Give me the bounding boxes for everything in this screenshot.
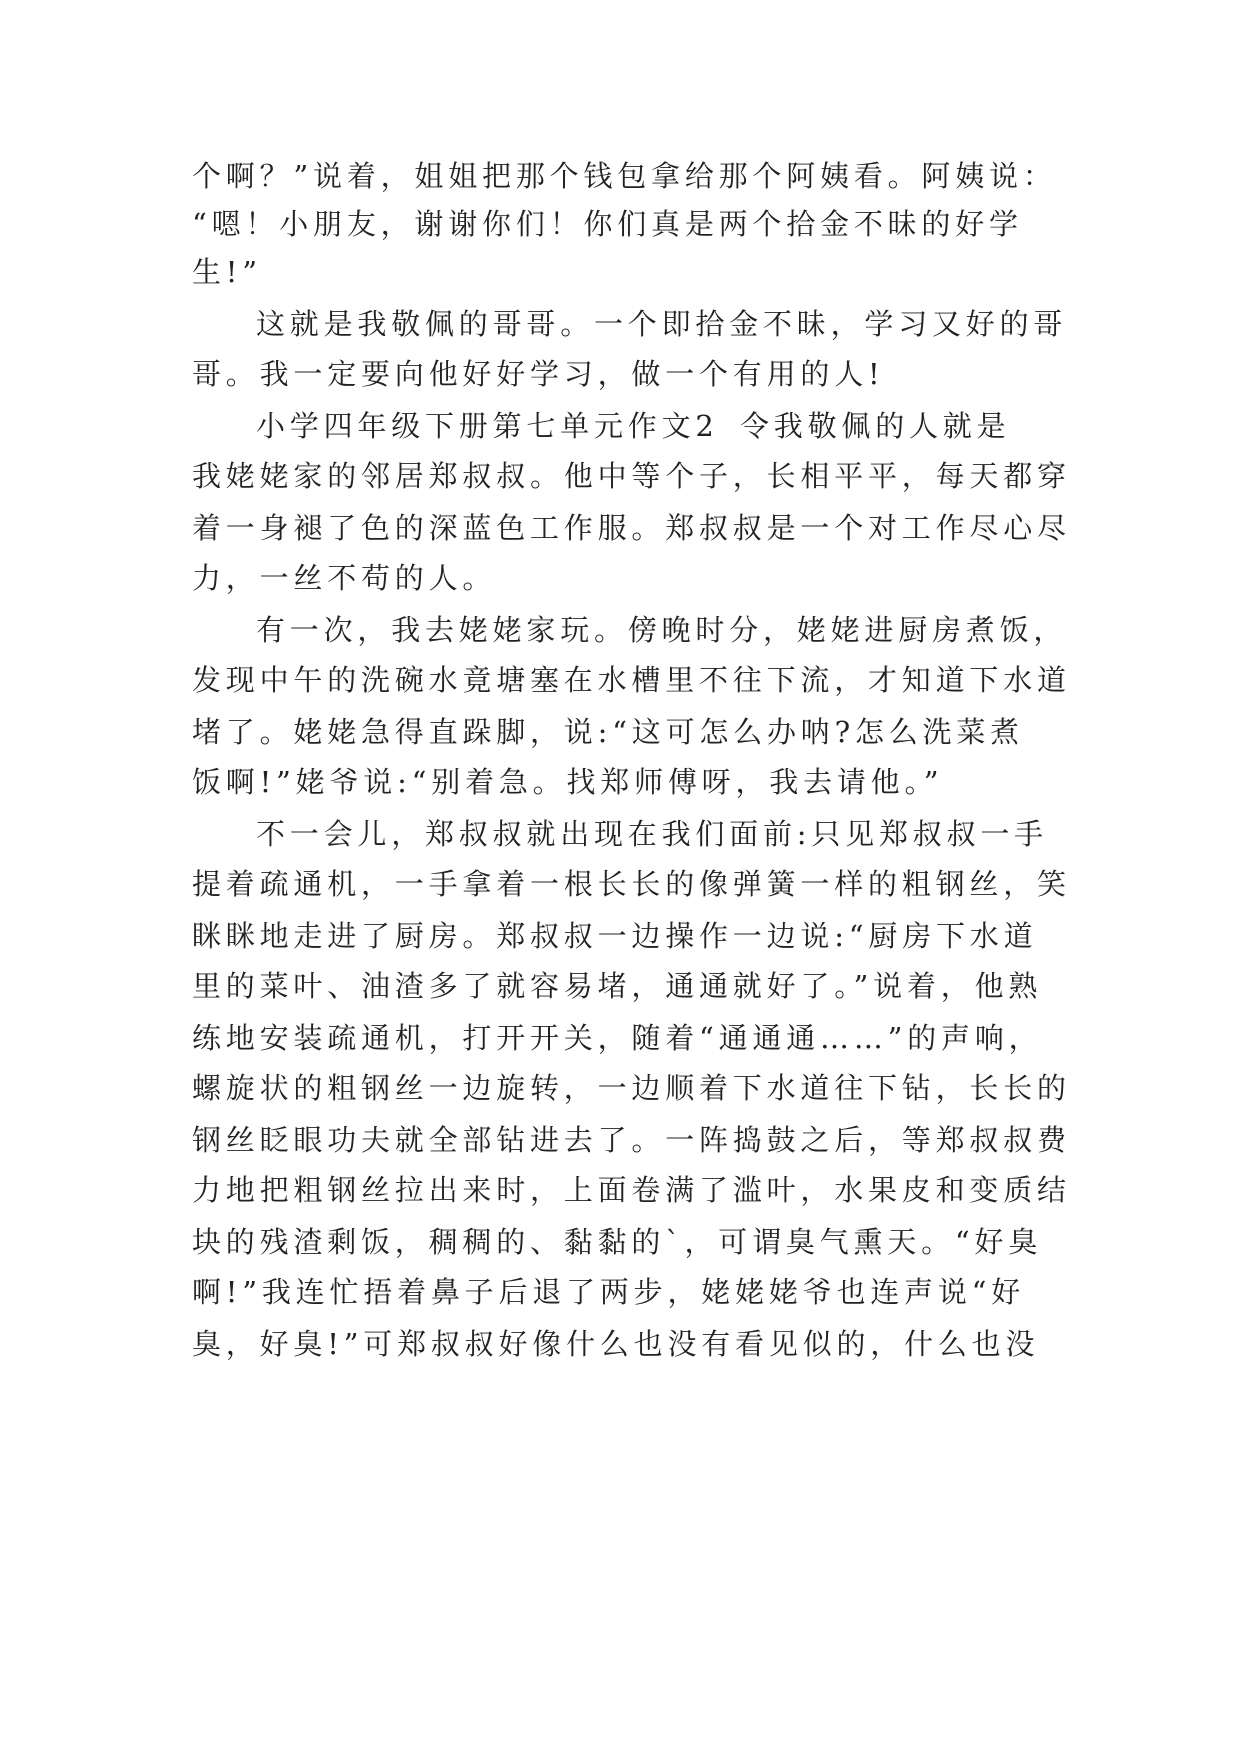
text-line: 令我敬佩的人就是 <box>740 409 1011 443</box>
text-line: 我姥姥家的邻居郑叔叔。他中等个子，长相平平，每天都穿 <box>192 459 1071 493</box>
text-line: 堵了。姥姥急得直跺脚，说:“这可怎么办呐?怎么洗菜煮 <box>192 715 1024 749</box>
text-line: 哥。我一定要向他好好学习，做一个有用的人! <box>192 357 885 391</box>
text-line: 啊!”我连忙捂着鼻子后退了两步，姥姥姥爷也连声说“好 <box>192 1275 1026 1309</box>
paragraph-first-line: 不一会儿，郑叔叔就出现在我们面前:只见郑叔叔一手 <box>256 817 1048 851</box>
text-line: 个啊？”说着，姐姐把那个钱包拿给那个阿姨看。阿姨说： <box>192 159 1057 193</box>
text-line: 饭啊!”姥爷说:“别着急。找郑师傅呀，我去请他。” <box>192 765 944 799</box>
text-line: 臭，好臭!”可郑叔叔好像什么也没有看见似的，什么也没 <box>192 1327 1040 1361</box>
text-line: 里的菜叶、油渣多了就容易堵，通通就好了。”说着，他熟 <box>192 969 1043 1003</box>
text-line: 着一身褪了色的深蓝色工作服。郑叔叔是一个对工作尽心尽 <box>192 511 1071 545</box>
text-line: 练地安装疏通机，打开开关，随着“通通通……”的声响， <box>192 1021 1043 1055</box>
text-line: 螺旋状的粗钢丝一边旋转，一边顺着下水道往下钻，长长的 <box>192 1071 1071 1105</box>
text-line: 提着疏通机，一手拿着一根长长的像弹簧一样的粗钢丝，笑 <box>192 867 1071 901</box>
text-line: 生!” <box>192 255 262 289</box>
paragraph-first-line: 有一次，我去姥姥家玩。傍晚时分，姥姥进厨房煮饭， <box>256 613 1068 647</box>
paragraph-first-line: 这就是我敬佩的哥哥。一个即拾金不昧，学习又好的哥 <box>256 307 1068 341</box>
text-line: 发现中午的洗碗水竟塘塞在水槽里不往下流，才知道下水道 <box>192 663 1071 697</box>
text-line: 力地把粗钢丝拉出来时，上面卷满了滥叶，水果皮和变质结 <box>192 1173 1071 1207</box>
text-line: 块的残渣剩饭，稠稠的、黏黏的`，可谓臭气熏天。“好臭 <box>192 1225 1043 1259</box>
text-line: 钢丝眨眼功夫就全部钻进去了。一阵捣鼓之后，等郑叔叔费 <box>192 1123 1071 1157</box>
section-heading: 小学四年级下册第七单元作文2 <box>256 409 719 443</box>
text-line: “嗯！小朋友，谢谢你们！你们真是两个拾金不昧的好学 <box>192 207 1023 241</box>
text-line: 眯眯地走进了厨房。郑叔叔一边操作一边说:“厨房下水道 <box>192 919 1038 953</box>
text-line: 力，一丝不苟的人。 <box>192 561 497 595</box>
